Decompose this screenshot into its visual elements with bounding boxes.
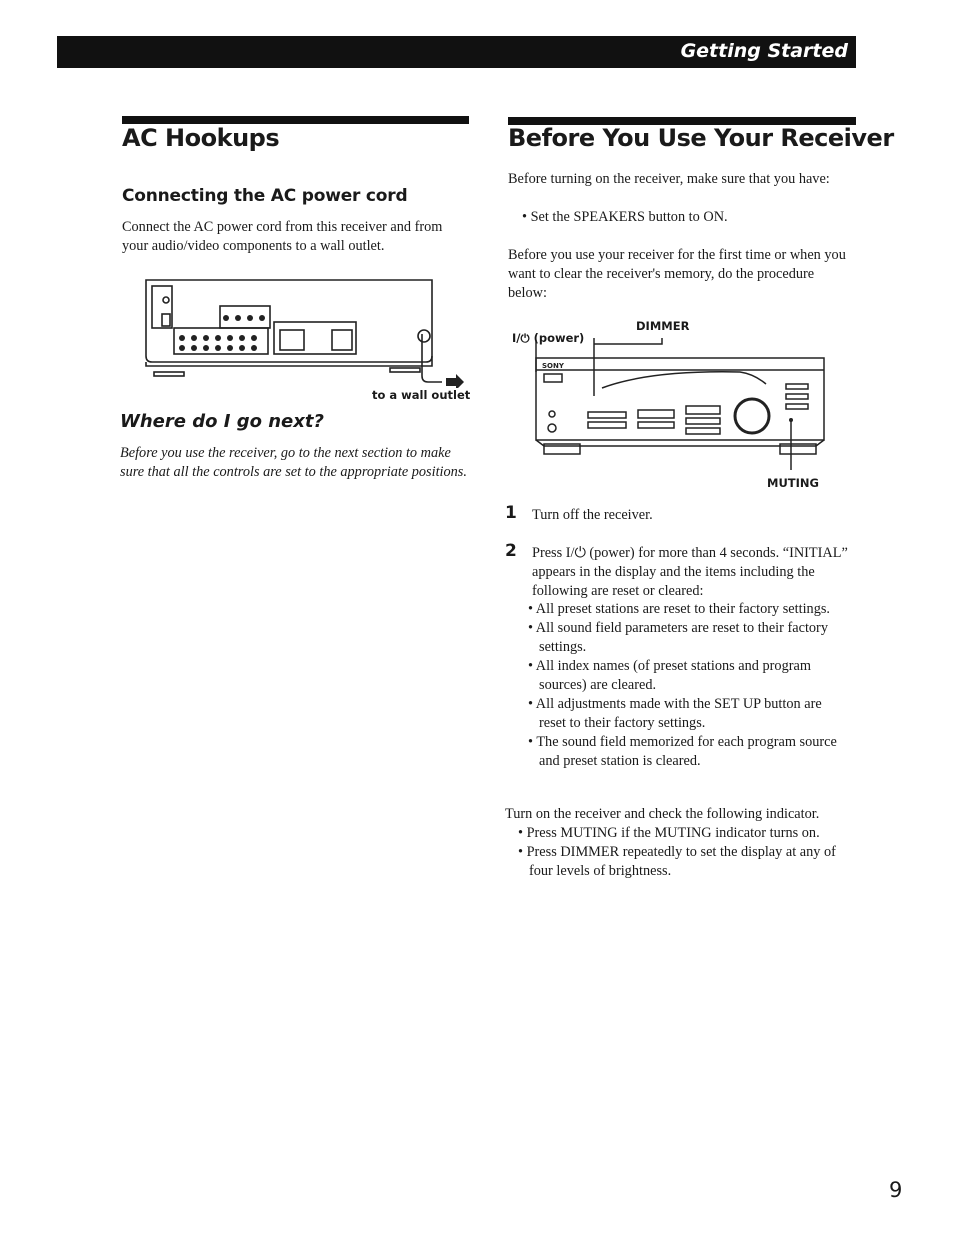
front-panel-figure — [530, 336, 830, 476]
list-item: • All preset stations are reset to their factory settings. — [528, 600, 850, 619]
list-item: • All sound field parameters are reset to their factory settings. — [528, 619, 850, 657]
ac-cord-paragraph: Connect the AC power cord from this receiver and from your audio/video components to a wall outlet. — [122, 219, 443, 254]
intro-bullets — [522, 208, 842, 227]
outro-bullets — [518, 824, 852, 881]
wall-outlet-label: to a wall outlet — [372, 388, 471, 402]
procedure-intro: Before you use your receiver for the first time or when you want to clear the receiver's memory, do the procedure below: — [508, 247, 846, 301]
list-item: • Press MUTING if the MUTING indicator turns on. — [518, 824, 852, 843]
ac-cord-subtitle: Connecting the AC power cord — [122, 186, 408, 206]
ac-hookups-title: AC Hookups — [122, 124, 280, 152]
page-number: 9 — [889, 1178, 903, 1202]
left-title-rule — [122, 116, 469, 124]
header-bar — [57, 36, 856, 68]
list-item: • The sound field memorized for each program source and preset station is cleared. — [528, 733, 850, 771]
step-2-number: 2 — [505, 541, 517, 561]
dimmer-label: DIMMER — [636, 319, 690, 333]
step-1-text: Turn off the receiver. — [532, 507, 653, 523]
list-item: • All adjustments made with the SET UP button are reset to their factory settings. — [528, 695, 850, 733]
intro-paragraph: Before turning on the receiver, make sure that you have: — [508, 171, 830, 187]
where-next-text: Before you use the receiver, go to the next section to make sure that all the controls are set to the appropriate positions. — [120, 445, 467, 480]
where-next-heading: Where do I go next? — [120, 411, 324, 432]
list-item: • All index names (of preset stations and program sources) are cleared. — [528, 657, 850, 695]
intro-bullet: • Set the SPEAKERS button to ON. — [522, 208, 842, 227]
step-1-number: 1 — [505, 503, 517, 523]
step-2-text: Press I/⏻ (power) for more than 4 seconds. “INITIAL” appears in the display and the items including the following are reset or cleared: — [532, 545, 848, 599]
outro-paragraph: Turn on the receiver and check the following indicator. — [505, 806, 820, 822]
list-item: • Press DIMMER repeatedly to set the display at any of four levels of brightness. — [518, 843, 852, 881]
section-title: Getting Started — [680, 40, 848, 62]
step-2-bullets — [528, 600, 850, 771]
rear-panel-figure — [142, 276, 472, 388]
brand-logo: SONY — [542, 362, 564, 370]
muting-label: MUTING — [767, 476, 819, 490]
before-use-title: Before You Use Your Receiver — [508, 124, 894, 152]
power-label: I/⏻ (power) — [512, 331, 585, 345]
